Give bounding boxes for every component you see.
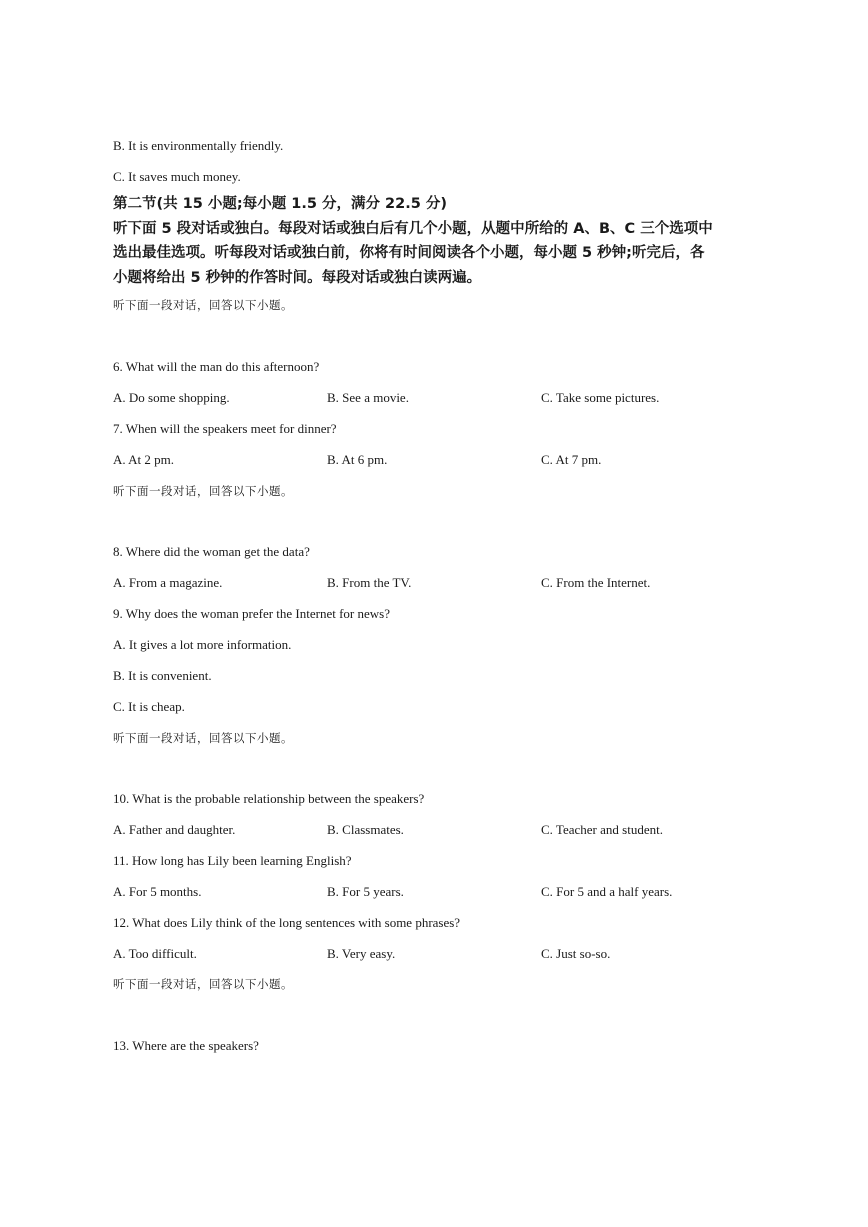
option-b: B. At 6 pm.	[327, 452, 388, 467]
option-a: A. At 2 pm.	[113, 452, 175, 467]
section-title: 第二节(共 15 小题;每小题 1.5 分，满分 22.5 分)	[113, 196, 447, 212]
dialogue-prompt: 听下面一段对话，回答以下小题。	[113, 977, 293, 991]
option-a: A. For 5 months.	[113, 884, 202, 899]
question-stem: 11. How long has Lily been learning English?	[113, 853, 352, 868]
dialogue-prompt: 听下面一段对话，回答以下小题。	[113, 731, 293, 745]
option-c: C. It is cheap.	[113, 699, 185, 714]
option-b: B. Very easy.	[327, 946, 396, 961]
option-a: A. Do some shopping.	[113, 390, 230, 405]
dialogue-prompt: 听下面一段对话，回答以下小题。	[113, 298, 293, 312]
question-stem: 12. What does Lily think of the long sentences with some phrases?	[113, 915, 461, 930]
option-b: B. For 5 years.	[327, 884, 404, 899]
option-b: B. Classmates.	[327, 822, 404, 837]
option-c: C. For 5 and a half years.	[541, 884, 673, 899]
dialogue-prompt: 听下面一段对话，回答以下小题。	[113, 484, 293, 498]
question-stem: 10. What is the probable relationship between the speakers?	[113, 791, 425, 806]
option-a: A. Too difficult.	[113, 946, 197, 961]
option-b: B. From the TV.	[327, 575, 412, 590]
section-instructions-2: 选出最佳选项。听每段对话或独白前，你将有时间阅读各个小题，每小题 5 秒钟;听完后，各	[113, 245, 705, 261]
question-stem: 8. Where did the woman get the data?	[113, 544, 310, 559]
option-c: C. At 7 pm.	[541, 452, 602, 467]
option-b: B. See a movie.	[327, 390, 409, 405]
option-c: C. Teacher and student.	[541, 822, 663, 837]
question-stem: 7. When will the speakers meet for dinner?	[113, 421, 337, 436]
question-stem: 9. Why does the woman prefer the Internet for news?	[113, 606, 390, 621]
option-b: B. It is convenient.	[113, 668, 212, 683]
question-stem: 6. What will the man do this afternoon?	[113, 359, 320, 374]
question-stem: 13. Where are the speakers?	[113, 1038, 259, 1053]
option-c: C. Just so-so.	[541, 946, 611, 961]
option-a: A. It gives a lot more information.	[113, 637, 292, 652]
option-c: C. From the Internet.	[541, 575, 651, 590]
option-b-prev: B. It is environmentally friendly.	[113, 138, 284, 153]
section-instructions-3: 小题将给出 5 秒钟的作答时间。每段对话或独白读两遍。	[113, 269, 482, 286]
option-a: A. From a magazine.	[113, 575, 223, 590]
option-a: A. Father and daughter.	[113, 822, 236, 837]
option-c: C. Take some pictures.	[541, 390, 660, 405]
section-instructions-1: 听下面 5 段对话或独白。每段对话或独白后有几个小题，从题中所给的 A、B、C 三个选项中	[113, 220, 713, 237]
option-c-prev: C. It saves much money.	[113, 169, 241, 184]
